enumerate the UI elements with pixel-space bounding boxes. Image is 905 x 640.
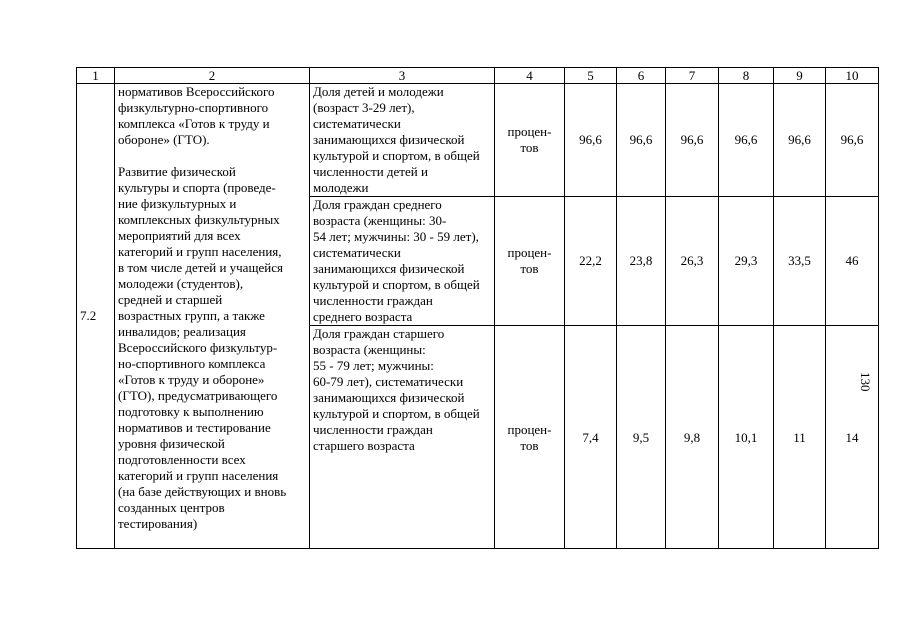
indicator-line: занимающихся физической [313, 390, 465, 405]
description-line: «Готов к труду и обороне» [118, 372, 265, 387]
table-row [77, 84, 879, 197]
paragraph-gap [118, 148, 306, 164]
value-cell: 46 [826, 197, 879, 326]
description-line: комплексных физкультурных [118, 212, 280, 227]
unit-line: процен- [507, 245, 552, 260]
value-cell: 26,3 [666, 197, 719, 326]
description-line: физкультурно-спортивного [118, 100, 269, 115]
header-row [77, 68, 879, 84]
description-line: инвалидов; реализация [118, 324, 246, 339]
indicator-line: численности детей и [313, 164, 428, 179]
value-cell: 10,1 [719, 326, 774, 549]
description-line: Всероссийского физкультур- [118, 340, 278, 355]
description-line: уровня физической [118, 436, 225, 451]
unit-cell [495, 84, 565, 197]
value-cell: 14 [826, 326, 879, 549]
indicator-line: занимающихся физической [313, 261, 465, 276]
description-line: подготовку к выполнению [118, 404, 264, 419]
indicator-line: среднего возраста [313, 309, 413, 324]
header-cell: 9 [774, 68, 826, 84]
value-cell: 23,8 [617, 197, 666, 326]
indicator-line: Доля граждан старшего [313, 326, 445, 341]
indicator-line: 55 - 79 лет; мужчины: [313, 358, 434, 373]
description-line: в том числе детей и учащейся [118, 260, 283, 275]
value-cell: 33,5 [774, 197, 826, 326]
header-cell: 8 [719, 68, 774, 84]
description-line: категорий и групп населения [118, 468, 279, 483]
unit-cell [495, 326, 565, 549]
header-cell: 10 [826, 68, 879, 84]
indicator-line: культурой и спортом, в общей [313, 148, 480, 163]
indicator-line: культурой и спортом, в общей [313, 277, 480, 292]
indicator-cell [310, 197, 495, 326]
unit-line: процен- [507, 422, 552, 437]
description-line: средней и старшей [118, 292, 223, 307]
value-cell: 96,6 [826, 84, 879, 197]
description-line: созданных центров [118, 500, 225, 515]
page-number: 130 [858, 372, 873, 392]
indicator-line: молодежи [313, 180, 369, 195]
header-cell: 6 [617, 68, 666, 84]
description-line: культуры и спорта (проведе- [118, 180, 276, 195]
description-cell [115, 84, 310, 549]
indicator-line: занимающихся физической [313, 132, 465, 147]
description-line: Развитие физической [118, 164, 236, 179]
value-cell: 96,6 [666, 84, 719, 197]
indicator-line: 54 лет; мужчины: 30 - 59 лет), [313, 229, 479, 244]
description-line: мероприятий для всех [118, 228, 241, 243]
description-line: возрастных групп, а также [118, 308, 265, 323]
unit-line: тов [520, 261, 539, 276]
header-cell: 5 [565, 68, 617, 84]
description-line: молодежи (студентов), [118, 276, 244, 291]
value-cell: 7,4 [565, 326, 617, 549]
description-line: (ГТО), предусматривающего [118, 388, 278, 403]
value-cell: 9,8 [666, 326, 719, 549]
value-cell: 11 [774, 326, 826, 549]
indicator-cell [310, 326, 495, 549]
description-line: обороне» (ГТО). [118, 132, 210, 147]
indicator-line: 60-79 лет), систематически [313, 374, 464, 389]
description-line: тестирования) [118, 516, 198, 531]
indicator-line: (возраст 3-29 лет), [313, 100, 415, 115]
description-line: нормативов и тестирование [118, 420, 271, 435]
value-cell: 9,5 [617, 326, 666, 549]
description-line: подготовленности всех [118, 452, 246, 467]
value-cell: 96,6 [565, 84, 617, 197]
indicator-line: Доля граждан среднего [313, 197, 442, 212]
description-line: нормативов Всероссийского [118, 84, 275, 99]
indicator-line: численности граждан [313, 293, 433, 308]
description-line: категорий и групп населения, [118, 244, 282, 259]
description-line: но-спортивного комплекса [118, 356, 266, 371]
description-text [118, 84, 306, 532]
indicator-line: численности граждан [313, 422, 433, 437]
header-cell: 2 [115, 68, 310, 84]
description-line: ние физкультурных и [118, 196, 237, 211]
indicator-line: систематически [313, 245, 401, 260]
unit-cell [495, 197, 565, 326]
indicator-line: возраста (женщины: 30- [313, 213, 447, 228]
value-cell: 96,6 [774, 84, 826, 197]
description-line: комплекса «Готов к труду и [118, 116, 270, 131]
indicator-line: возраста (женщины: [313, 342, 426, 357]
value-cell: 29,3 [719, 197, 774, 326]
unit-line: тов [520, 140, 539, 155]
header-cell: 1 [77, 68, 115, 84]
data-table [76, 67, 879, 549]
indicator-line: Доля детей и молодежи [313, 84, 444, 99]
value-cell: 96,6 [617, 84, 666, 197]
indicator-cell [310, 84, 495, 197]
indicator-line: культурой и спортом, в общей [313, 406, 480, 421]
unit-line: процен- [507, 124, 552, 139]
header-cell: 4 [495, 68, 565, 84]
header-cell: 3 [310, 68, 495, 84]
value-cell: 22,2 [565, 197, 617, 326]
row-number: 7.2 [77, 84, 115, 549]
description-line: (на базе действующих и вновь [118, 484, 287, 499]
indicator-line: систематически [313, 116, 401, 131]
value-cell: 96,6 [719, 84, 774, 197]
header-cell: 7 [666, 68, 719, 84]
unit-line: тов [520, 438, 539, 453]
indicator-line: старшего возраста [313, 438, 415, 453]
